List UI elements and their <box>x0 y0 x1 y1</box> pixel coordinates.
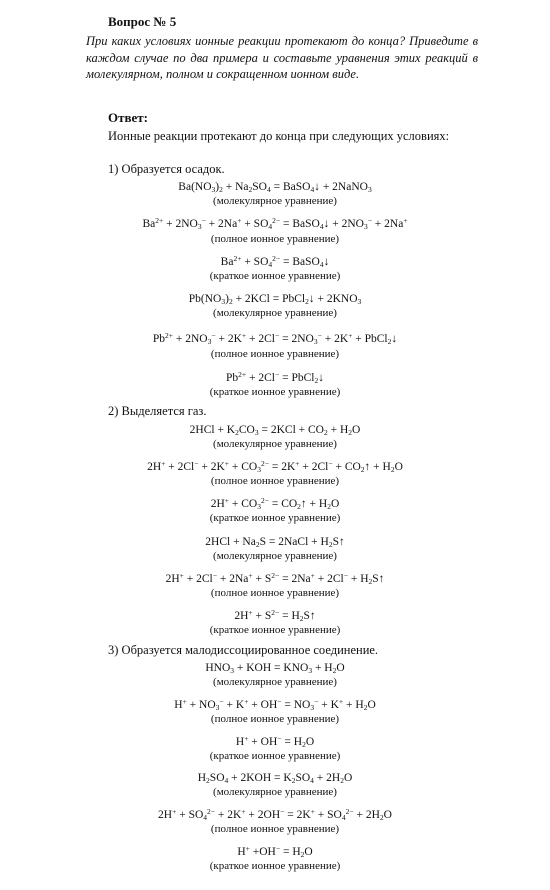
equation-full-ionic: $2H^+ + 2Cl^- + 2K^+ + CO_3^{2-} = 2K^+ + 2Cl^-$ + $CO_2↑ + H_2O$ <box>147 459 403 474</box>
equation-caption: (молекулярное уравнение) <box>213 786 337 798</box>
answer-title: Ответ: <box>108 110 149 125</box>
equation-caption: (полное ионное уравнение) <box>210 823 340 835</box>
equation-short-ionic: $2H^+ + CO_3^{2-}$ = $CO_2↑ + H_2O$ <box>210 496 340 511</box>
equation-caption: (краткое ионное уравнение) <box>209 860 341 872</box>
equation-caption: (молекулярное уравнение) <box>213 307 337 319</box>
equation-full-ionic: $H^+ + NO_3^- + K^+ + OH^- = NO_3^- + K^+ + H_2O$ <box>174 697 376 712</box>
equation-full-ionic: $Pb^{2+} + 2NO_3^- + 2K^+ + 2Cl^- = 2NO_3^- + 2K^+$ + PbCl$_2$↓ <box>152 331 398 346</box>
equation-caption: (полное ионное уравнение) <box>210 348 340 360</box>
equation-short-ionic: $Ba^{2+} + SO_4^{2-}$ = BaSO$_4$↓ <box>220 254 330 269</box>
equation-caption: (полное ионное уравнение) <box>210 587 340 599</box>
equation-short-ionic: $Pb^{2+} + 2Cl^-$ = PbCl$_2$↓ <box>226 370 324 385</box>
equation-short-ionic: $2H^+ + S^{2-}$ = $H_2S↑$ <box>234 608 316 623</box>
equation-molecular: $Pb(NO_3)_2 + 2KCl$ = PbCl$_2$↓ + $2KNO_3$ <box>188 293 362 306</box>
section-title-precipitate: 1) Образуется осадок. <box>108 162 225 176</box>
question-title: Вопрос № 5 <box>108 14 177 29</box>
equation-caption: (полное ионное уравнение) <box>210 233 340 245</box>
answer-intro: Ионные реакции протекают до конца при следующих условиях: <box>108 129 450 143</box>
section-title-gas: 2) Выделяется газ. <box>108 404 207 418</box>
equation-full-ionic: $2H^+ + 2Cl^- + 2Na^+ + S^{2-} = 2Na^+ + 2Cl^-$ + $H_2S↑$ <box>165 571 385 586</box>
equation-caption: (краткое ионное уравнение) <box>209 512 341 524</box>
equation-full-ionic: $2H^+ + SO_4^{2-} + 2K^+ + 2OH^- = 2K^+ + SO_4^{2-} + 2H_2O$ <box>158 807 392 822</box>
equation-caption: (молекулярное уравнение) <box>213 195 337 207</box>
equation-caption: (молекулярное уравнение) <box>213 550 337 562</box>
equation-caption: (краткое ионное уравнение) <box>209 624 341 636</box>
equation-caption: (молекулярное уравнение) <box>213 438 337 450</box>
section-title-weak-electrolyte: 3) Образуется малодиссоциированное соединение. <box>108 643 379 657</box>
equation-caption: (полное ионное уравнение) <box>210 475 340 487</box>
question-text: При каких условиях ионные реакции протекают до конца? Приведите в каждом случае по два примера и составьте уравнения этих реакций в молекулярном, полном и сокращенном ионном виде. <box>86 34 478 81</box>
equation-molecular: $H_2SO_4 + 2KOH = K_2SO_4 + 2H_2O$ <box>197 772 353 785</box>
equation-short-ionic: $H^+ +OH^- = H_2O$ <box>237 844 313 859</box>
equation-short-ionic: $H^+ + OH^- = H_2O$ <box>235 734 315 749</box>
equation-caption: (полное ионное уравнение) <box>210 713 340 725</box>
equation-molecular: $Ba(NO_3)_2 + Na_2SO_4$ = BaSO$_4$↓ + 2NaNO$_3$ <box>178 181 372 194</box>
equation-molecular: $2HCl + Na_2S$ = 2NaCl + $H_2S↑$ <box>205 536 345 549</box>
equation-caption: (молекулярное уравнение) <box>213 676 337 688</box>
equation-caption: (краткое ионное уравнение) <box>209 750 341 762</box>
equation-caption: (краткое ионное уравнение) <box>209 270 341 282</box>
equation-full-ionic: $Ba^{2+} + 2NO_3^- + 2Na^+ + SO_4^{2-}$ = BaSO$_4$↓ + $2NO_3^- + 2Na^+$ <box>142 216 408 231</box>
equation-molecular: $HNO_3$ + KOH = $KNO_3 + H_2O$ <box>205 662 345 675</box>
equation-caption: (краткое ионное уравнение) <box>209 386 341 398</box>
equation-molecular: $2HCl + K_2CO_3 = 2KCl + CO_2 + H_2O$ <box>189 424 361 437</box>
